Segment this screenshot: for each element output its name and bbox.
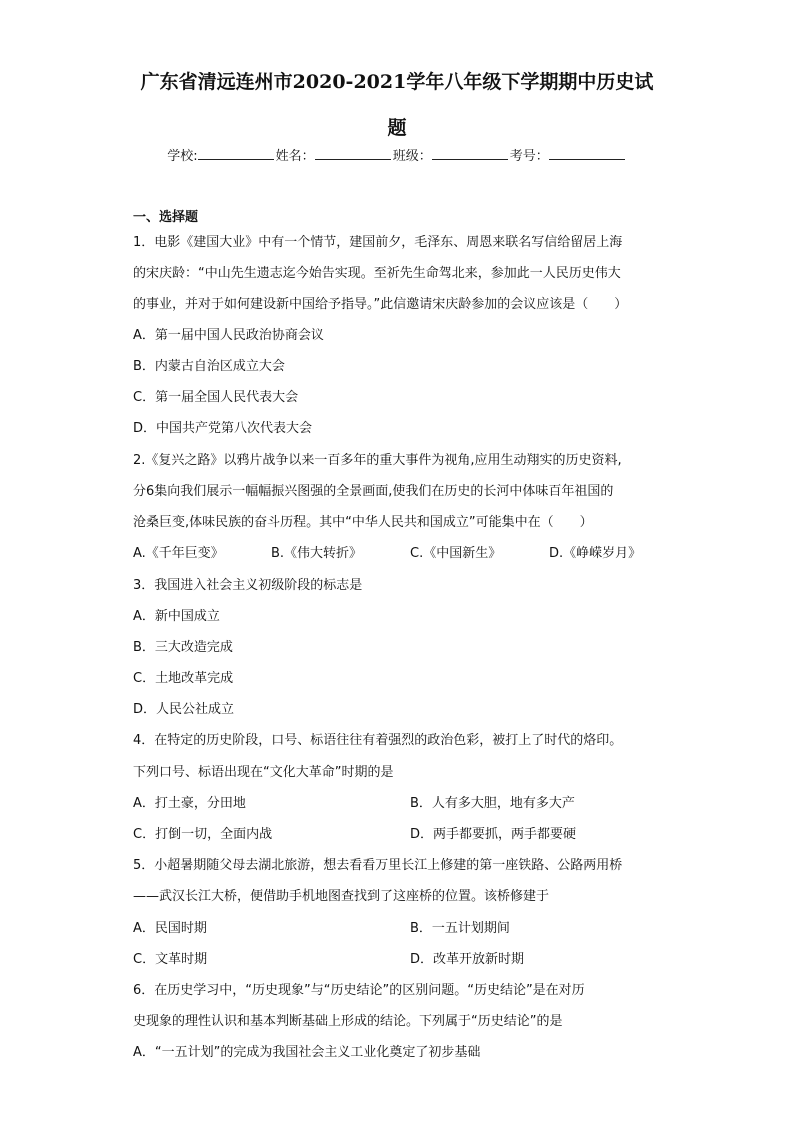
- q5-stem-line-2: ——武汉长江大桥，便借助手机地图查找到了这座桥的位置。该桥修建于: [133, 889, 550, 904]
- school-blank[interactable]: [198, 146, 274, 160]
- name-label: 姓名：: [275, 149, 315, 164]
- q2-option-c: C.《中国新生》: [410, 546, 502, 561]
- q2-stem-line-1: 2.《复兴之路》以鸦片战争以来一百多年的重大事件为视角,应用生动翔实的历史资料,: [133, 453, 622, 468]
- q5-stem-line-1: 5．小超暑期随父母去湖北旅游，想去看看万里长江上修建的第一座铁路、公路两用桥: [133, 858, 623, 873]
- q5-option-d: D．改革开放新时期: [410, 952, 525, 967]
- q3-option-a: A．新中国成立: [133, 609, 220, 624]
- q2-option-b: B.《伟大转折》: [271, 546, 363, 561]
- name-blank[interactable]: [315, 146, 391, 160]
- q4-option-b: B．人有多大胆，地有多大产: [410, 796, 575, 811]
- q1-stem-line-2: 的宋庆龄：“中山先生遗志迄今始告实现。至祈先生命驾北来，参加此一人民历史伟大: [133, 266, 621, 281]
- q3-option-d: D．人民公社成立: [133, 702, 235, 717]
- q1-option-b: B．内蒙古自治区成立大会: [133, 359, 285, 374]
- q4-stem-line-1: 4．在特定的历史阶段，口号、标语往往有着强烈的政治色彩，被打上了时代的烙印。: [133, 733, 623, 748]
- q4-option-a: A．打土豪，分田地: [133, 796, 246, 811]
- q1-option-c: C．第一届全国人民代表大会: [133, 390, 299, 405]
- q3-stem-line-1: 3．我国进入社会主义初级阶段的标志是: [133, 578, 363, 593]
- q4-stem-line-2: 下列口号、标语出现在“文化大革命”时期的是: [133, 765, 394, 780]
- exam-number-label: 考号：: [509, 149, 549, 164]
- class-blank[interactable]: [432, 146, 508, 160]
- school-label: 学校:: [167, 149, 198, 164]
- q2-option-d: D.《峥嵘岁月》: [549, 546, 642, 561]
- class-label: 班级：: [392, 149, 432, 164]
- section-heading: 一、选择题: [133, 210, 199, 225]
- exam-title-line-2: 题: [387, 117, 407, 139]
- exam-number-blank[interactable]: [549, 146, 625, 160]
- q5-option-c: C．文革时期: [133, 952, 208, 967]
- q1-stem-line-3: 的事业，并对于如何建设新中国给予指导。”此信邀请宋庆龄参加的会议应该是（ ）: [133, 297, 628, 312]
- q6-stem-line-1: 6．在历史学习中，“历史现象”与“历史结论”的区别问题。“历史结论”是在对历: [133, 983, 585, 998]
- q4-option-d: D．两手都要抓，两手都要硬: [410, 827, 577, 842]
- q1-stem-line-1: 1．电影《建国大业》中有一个情节，建国前夕，毛泽东、周恩来联名写信给留居上海: [133, 235, 623, 250]
- q5-option-a: A．民国时期: [133, 921, 207, 936]
- q2-option-a: A.《千年巨变》: [133, 546, 224, 561]
- q6-stem-line-2: 史现象的理性认识和基本判断基础上形成的结论。下列属于“历史结论”的是: [133, 1014, 563, 1029]
- q3-option-b: B．三大改造完成: [133, 640, 233, 655]
- q1-option-d: D．中国共产党第八次代表大会: [133, 421, 313, 436]
- q2-stem-line-3: 沧桑巨变,体味民族的奋斗历程。其中“中华人民共和国成立”可能集中在（ ）: [133, 515, 593, 530]
- q5-option-b: B．一五计划期间: [410, 921, 510, 936]
- q2-stem-line-2: 分6集向我们展示一幅幅振兴图强的全景画面,使我们在历史的长河中体味百年祖国的: [133, 484, 614, 499]
- student-info-row: [0, 145, 794, 164]
- q1-option-a: A．第一届中国人民政治协商会议: [133, 328, 324, 343]
- exam-title-line-1: 广东省清远连州市2020-2021学年八年级下学期期中历史试: [140, 71, 654, 93]
- q6-option-a: A．“一五计划”的完成为我国社会主义工业化奠定了初步基础: [133, 1045, 481, 1060]
- q4-option-c: C．打倒一切，全面内战: [133, 827, 273, 842]
- q3-option-c: C．土地改革完成: [133, 671, 234, 686]
